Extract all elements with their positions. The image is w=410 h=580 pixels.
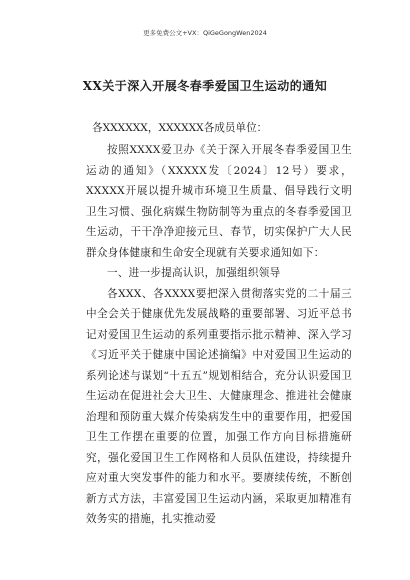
paragraph-intro: 按照XXXX爱卫办《关于深入开展冬春季爱国卫生运动的通知》（XXXXX发〔2024〕12号）要求，XXXXX开展以提升城市环境卫生质量、倡导践行文明卫生习惯、强化病媒生物防制等为重点的冬春季爱国卫生运动，干干净净迎接元旦、春节，切实保护广大人民群众身体健康和生命安全现就有关要求通知如下： [86,144,352,259]
salutation: 各XXXXXX，XXXXXX各成员单位： [92,122,268,134]
header-note: 更多免费公文+VX：QiGeGongWen2024 [143,29,267,37]
section-heading-1: 一、进一步提高认识，加强组织领导 [107,267,281,279]
document-title: XX关于深入开展冬春季爱国卫生运动的通知 [82,79,328,93]
paragraph-section-1: 各XXX、各XXXX要把深入贯彻落实党的二十届三中全会关于健康优先发展战略的重要部署、习近平总书记对爱国卫生运动的系列重要指示批示精神、深入学习《习近平关于健康中国论述摘编》中对爱国卫生运动的系列论述与谋划“十五五”规划相结合，充分认识爱国卫生运动在促进社会大卫生、大健康理念、推进社会健康治理和预防重大媒介传染病发生中的重要作用，把爱国卫生工作摆在重要的位置，加强工作方向目标措施研究，强化爱国卫生工作网格和人员队伍建设，持续提升应对重大突发事件的能力和水平。要赓续传统，不断创新方式方法，丰富爱国卫生运动内涵，采取更加精准有效务实的措施，扎实推动爱 [86,287,352,525]
document-body [86,140,352,530]
